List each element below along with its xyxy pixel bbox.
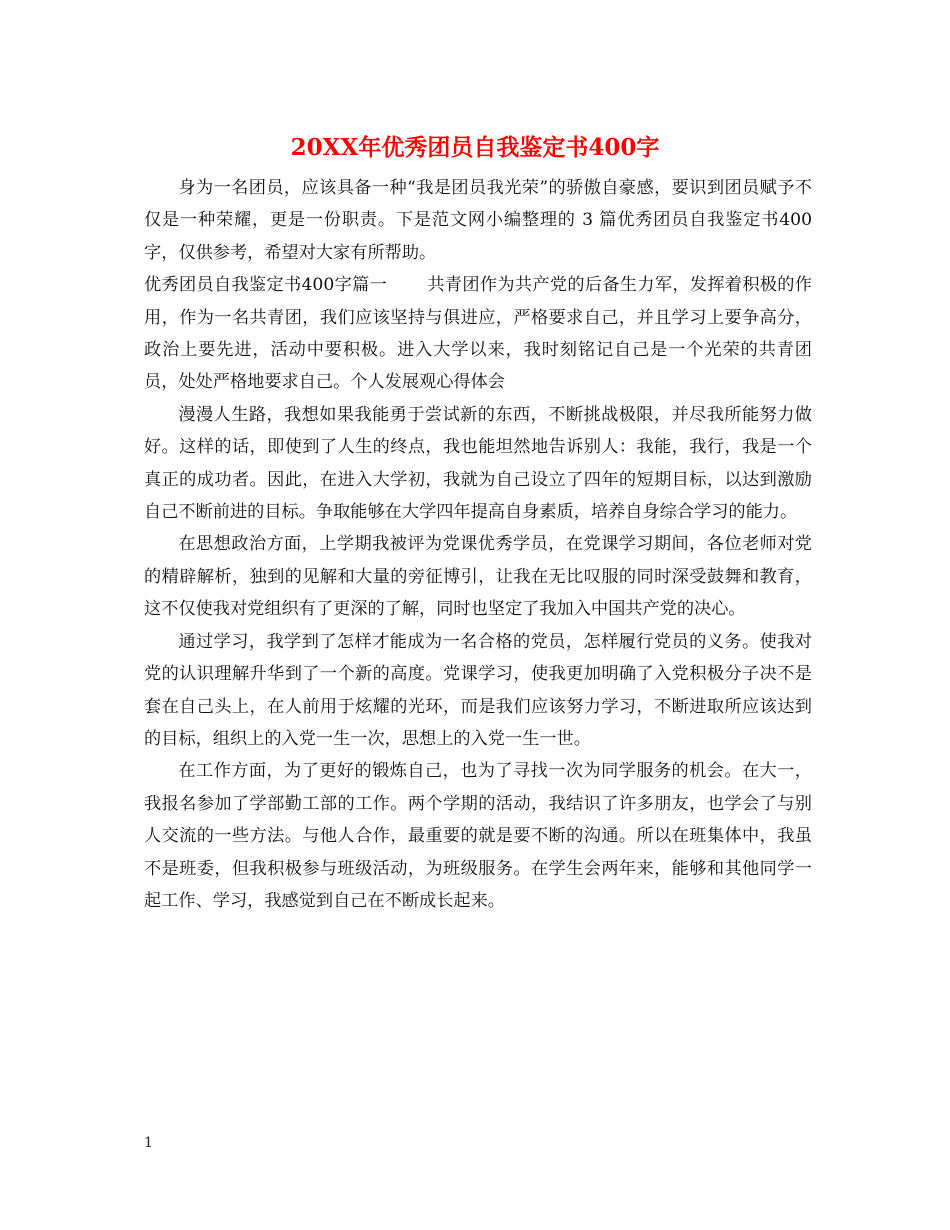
document-title: 20XX年优秀团员自我鉴定书400字 bbox=[290, 134, 660, 161]
document-body bbox=[144, 172, 812, 917]
section-body-text: 共青团作为共产党的后备生力军，发挥着积极的作用，作为一名共青团，我们应该坚持与俱进应，严格要求自己，并且学习上要争高分，政治上要先进，活动中要积极。进入大学以来，我时刻铭记自己是一个光荣的共青团员，处处严格地要求自己。个人发展观心得体会 bbox=[144, 275, 812, 393]
intro-paragraph: 身为一名团员，应该具备一种“我是团员我光荣”的骄傲自豪感，要识到团员赋予不仅是一种荣耀，更是一份职责。下是范文网小编整理的 3 篇优秀团员自我鉴定书400字，仅供参考，希望对大家有所帮助。 bbox=[144, 178, 812, 263]
page-number: 1 bbox=[144, 1135, 153, 1151]
body-paragraph: 在工作方面，为了更好的锻炼自己，也为了寻找一次为同学服务的机会。在大一，我报名参加了学部勤工部的工作。两个学期的活动，我结识了许多朋友，也学会了与别人交流的一些方法。与他人合作，最重要的就是要不断的沟通。所以在班集体中，我虽不是班委，但我积极参与班级活动，为班级服务。在学生会两年来，能够和其他同学一起工作、学习，我感觉到自己在不断成长起来。 bbox=[144, 761, 812, 911]
section-heading: 优秀团员自我鉴定书400字篇一 bbox=[144, 275, 388, 296]
body-paragraph: 在思想政治方面，上学期我被评为党课优秀学员，在党课学习期间，各位老师对党的精辟解析，独到的见解和大量的旁征博引，让我在无比叹服的同时深受鼓舞和教育，这不仅使我对党组织有了更深的了解，同时也坚定了我加入中国共产党的决心。 bbox=[144, 534, 812, 620]
body-paragraph: 漫漫人生路，我想如果我能勇于尝试新的东西，不断挑战极限，并尽我所能努力做好。这样的话，即使到了人生的终点，我也能坦然地告诉别人：我能，我行，我是一个真正的成功者。因此，在进入大学初，我就为自己设立了四年的短期目标，以达到激励自己不断前进的目标。争取能够在大学四年提高自身素质，培养自身综合学习的能力。 bbox=[144, 404, 812, 523]
section-paragraph bbox=[144, 269, 812, 399]
body-paragraph: 通过学习，我学到了怎样才能成为一名合格的党员，怎样履行党员的义务。使我对党的认识理解升华到了一个新的高度。党课学习，使我更加明确了入党积极分子决不是套在自己头上，在人前用于炫耀的光环，而是我们应该努力学习，不断进取所应该达到的目标，组织上的入党一生一次，思想上的入党一生一世。 bbox=[144, 631, 812, 749]
